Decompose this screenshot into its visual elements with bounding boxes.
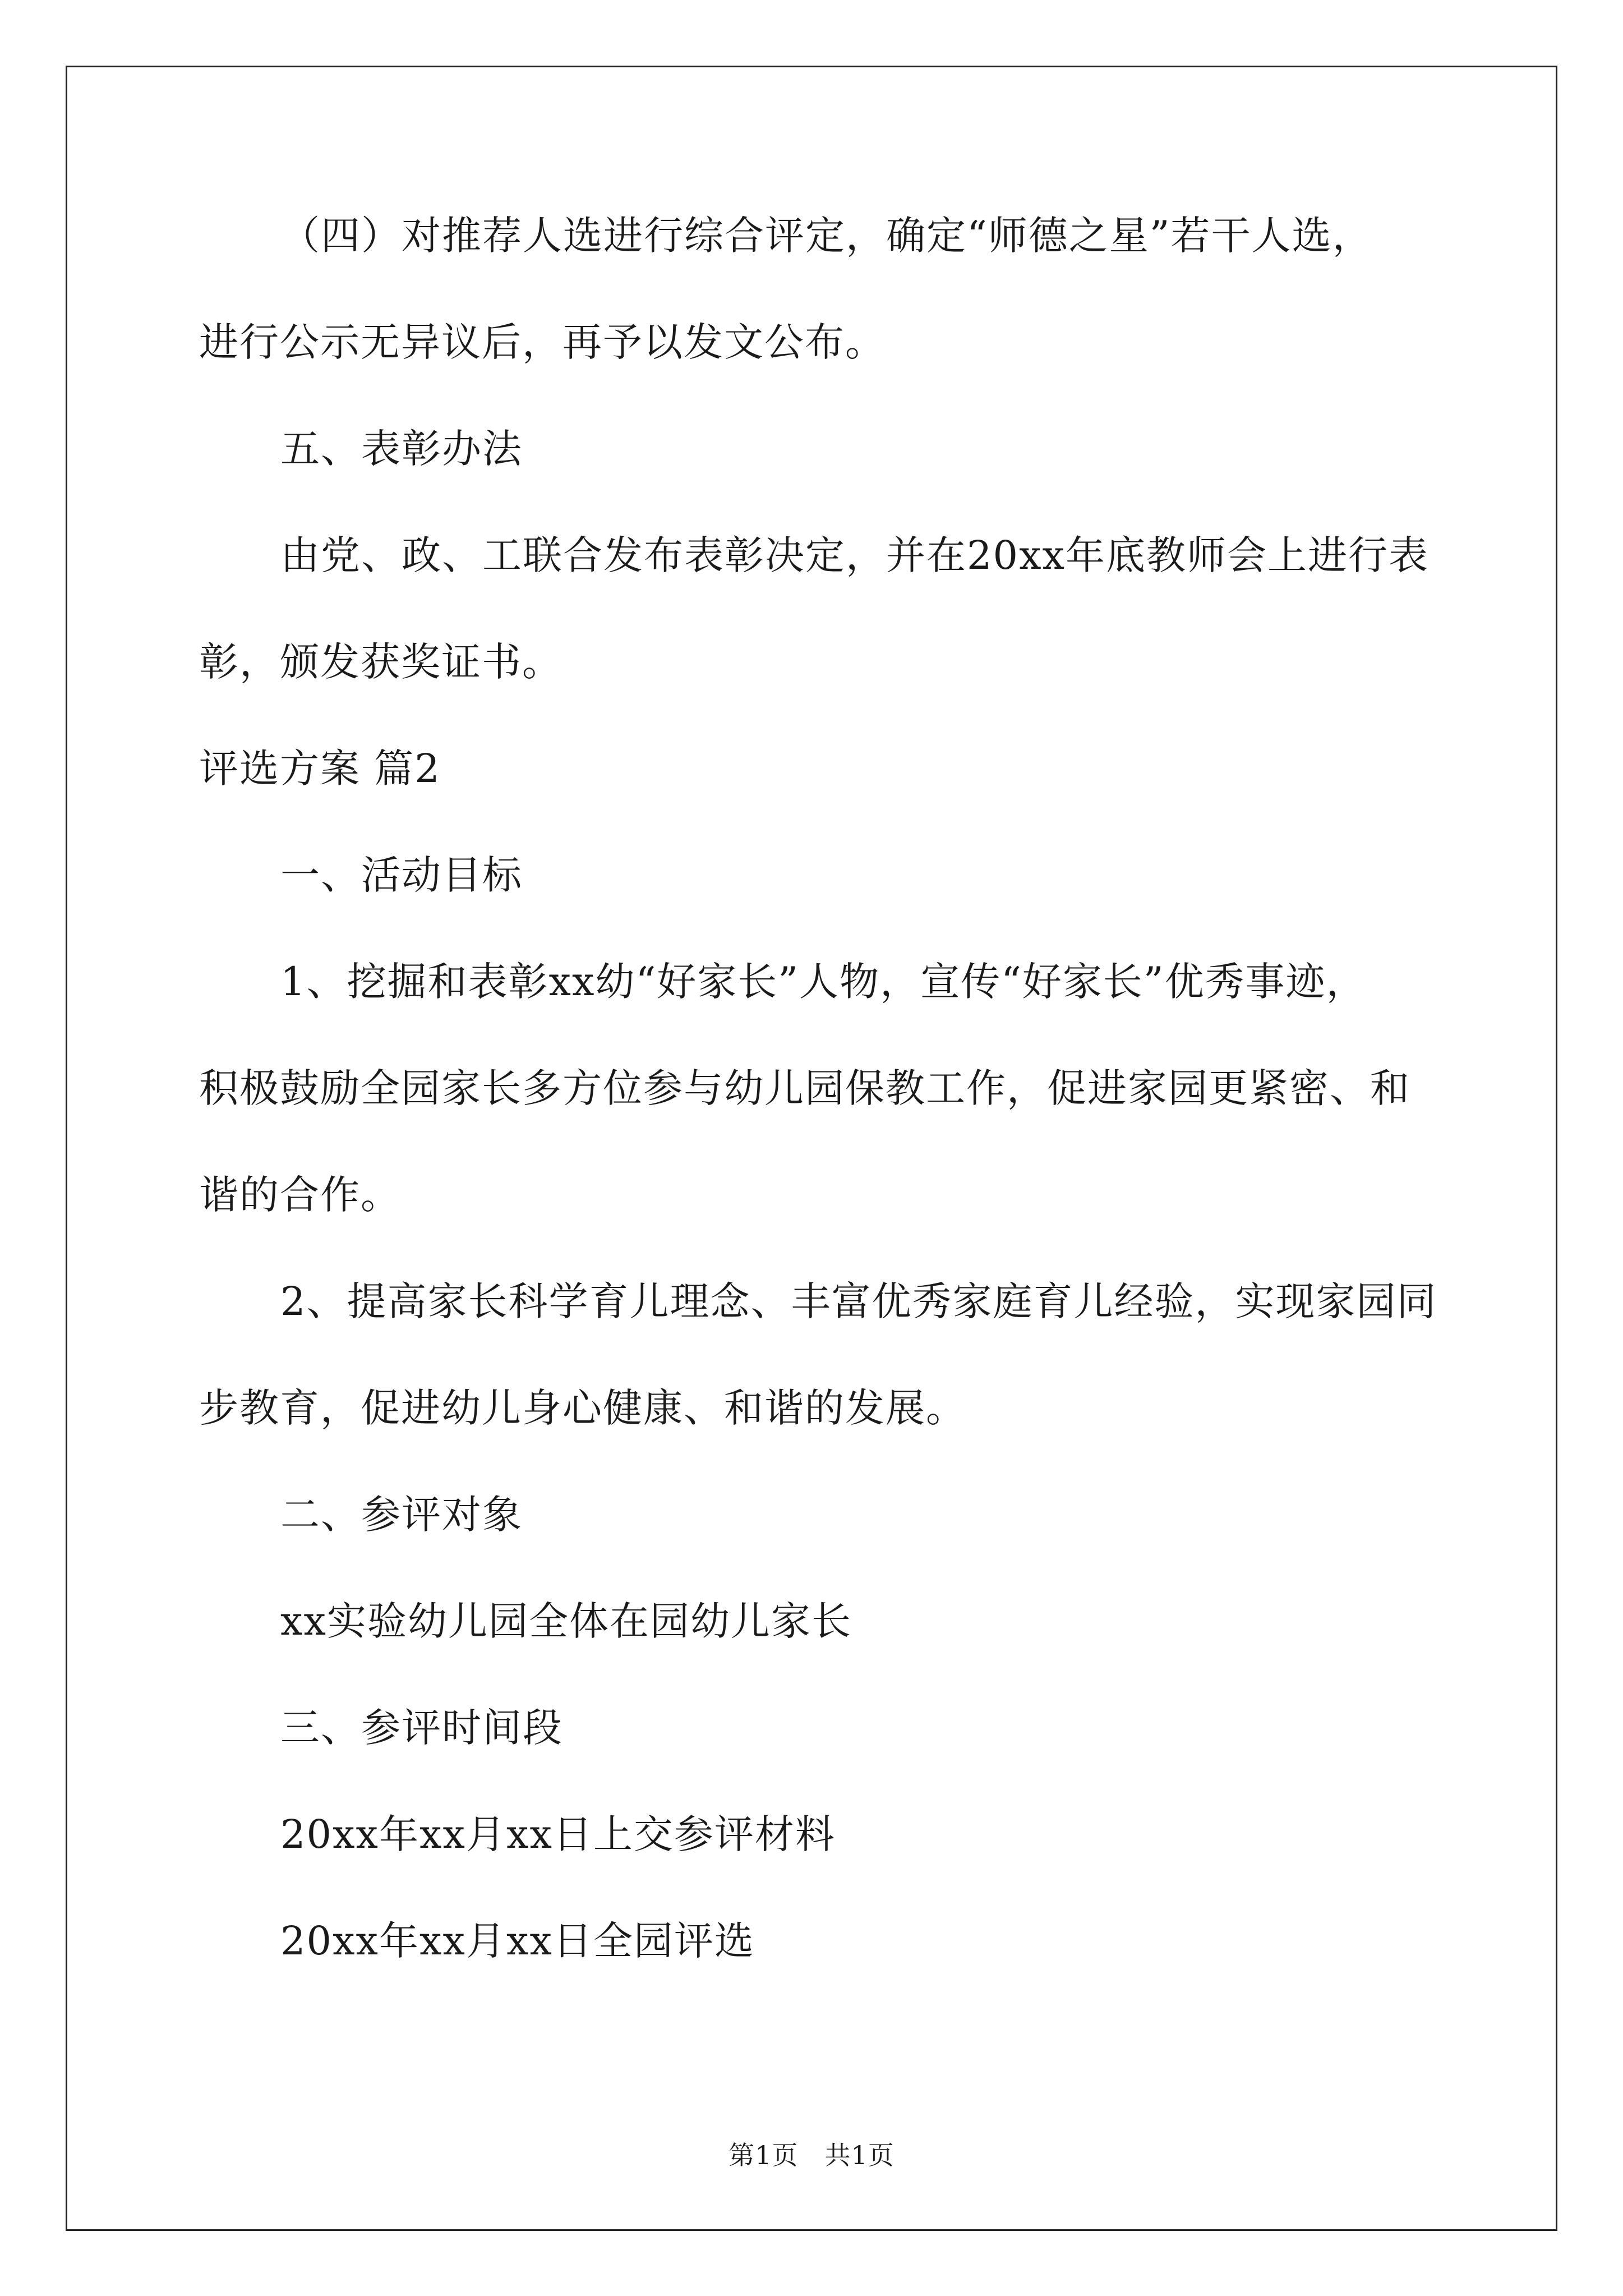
paragraph-line: 步教育，促进幼儿身心健康、和谐的发展。 [199,1385,966,1431]
paragraph-line: 彰，颁发获奖证书。 [199,639,562,685]
page-border [66,66,1557,2231]
section-heading: 三、参评时间段 [280,1705,563,1751]
paragraph-line: （四）对推荐人选进行综合评定，确定“师德之星”若干人选， [280,213,1373,259]
paragraph-line: 谐的合作。 [199,1172,401,1218]
paragraph-line: 1、挖掘和表彰xx幼“好家长”人物，宣传“好家长”优秀事迹， [280,959,1367,1005]
paragraph-line: xx实验幼儿园全体在园幼儿家长 [280,1598,852,1644]
section-heading: 一、活动目标 [280,852,523,898]
section-heading: 五、表彰办法 [280,426,523,472]
paragraph-line: 进行公示无异议后，再予以发文公布。 [199,319,886,365]
paragraph-line: 由党、政、工联合发布表彰决定，并在20xx年底教师会上进行表 [280,532,1430,578]
page-footer: 第1页 共1页 [728,2140,895,2170]
paragraph-line: 积极鼓励全园家长多方位参与幼儿园保教工作，促进家园更紧密、和 [199,1065,1410,1111]
section-heading: 二、参评对象 [280,1492,523,1538]
document-title: 评选方案 篇2 [199,746,441,792]
paragraph-line: 20xx年xx月xx日上交参评材料 [280,1811,836,1857]
paragraph-line: 20xx年xx月xx日全园评选 [280,1918,755,1964]
paragraph-line: 2、提高家长科学育儿理念、丰富优秀家庭育儿经验，实现家园同 [280,1278,1437,1324]
